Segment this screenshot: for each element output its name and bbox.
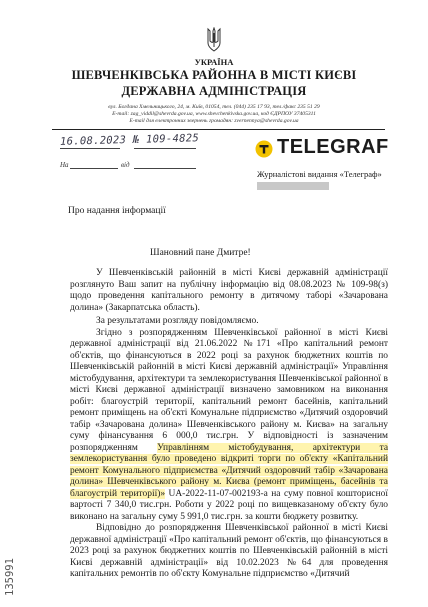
registration-number-line [134,140,196,149]
paragraph-3 [70,328,388,524]
recipient-block [257,169,382,180]
letter-subject: Про надання інформації [68,206,166,216]
letter-body [70,268,388,581]
from-label: від [121,161,130,169]
org-name-line2: ДЕРЖАВНА АДМІНІСТРАЦІЯ [121,84,307,98]
telegraf-logo-icon [255,140,273,158]
registration-number-handwritten: 16.08.2023 № 109-4825 [59,132,200,148]
header-divider [52,129,385,130]
paragraph-2: За результатами розгляду повідомляємо. [96,316,259,326]
address-line2: E-mail: zag_viddil@shevrda.gov.ua, www.shevchenkivska.gov.ua, код ЄДРПОУ 37405311 [112,111,316,117]
from-line [134,160,196,169]
paragraph-3-text: Згідно з розпорядженням Шевченківської районної в місті Києві державної адміністрації від 21.06.2022 №171 «Про капітальний ремонт об'єктів, що фінансуються в 2022 році за рахунок бюджетних коштів по Шевченківській районній в місті Києві державній адміністрації» Управління містобудування, архітектури та землекористування Шевченківської районної в місті Києві державної адміністрації визначено замовником на виконання робіт: благоустрій території, капітальний ремонт басейнів, капітальний ремонт приміщень на об'єкті Комунальне підприємство «Дитячий оздоровчий табір «Зачарована долина» Шевченківського району м. Києва» на загальну суму фінансування 6 000,0 тис.грн. У відповідності із зазначеним розпорядженням [70,327,388,453]
redacted-recipient-name [257,182,329,190]
country-heading: УКРАЇНА [194,57,234,67]
coat-of-arms-icon [206,27,222,53]
paragraph-1: У Шевченківській районній в місті Києві державній адміністрації розглянуто Ваш запит на публічну інформацію від 08.08.2023 № 109-98(з) щодо проведення капітального ремонту в дитячому таборі «Зачарована долина» (Закарпатська область). [70,268,388,313]
side-stamp-number: 135991 [4,558,16,596]
highlighted-tender-text: Управлінням містобудування, архітектури та землекористування було проведено відкриті торги по об'єкту «Капітальний ремонт Комунального підприємства «Дитячий оздоровчий табір «Зачарована долина» Шевченківського району м. Києва (ремонт приміщень, басейнів та благоустрій території)» [70,442,389,499]
salutation: Шановний пане Дмитре! [150,248,251,258]
address-line3: E-mail для електронних звернень громадян: zvernennya@shevrda.gov.ua [129,118,299,124]
registration-date-line [60,140,120,149]
recipient-line: Журналістові видання «Телеграф» [257,169,382,179]
org-name-line1: ШЕВЧЕНКІВСЬКА РАЙОННА В МІСТІ КИЄВІ [71,68,357,82]
telegraf-logo-text: TELEGRAF [277,136,389,158]
on-line [70,160,118,169]
paragraph-4: Відповідно до розпорядження Шевченківської районної в місті Києві державної адміністрації «Про капітальний ремонт об'єктів, що фінансуються в 2023 році за рахунок бюджетних коштів по Шевченківській районній в місті Києві державній адміністрації» від 10.02.2023 №64 для проведення капітальних ремонтів по об'єкту Комунальне підприємство «Дитячий [70,523,388,579]
paragraph-3-tail: UA-2022-11-07-002193-a на суму повної кошторисної вартості 7 340,0 тис.грн. Роботи у 2022 році по вищевказаному об'єкту було виконано на загальну суму 5 991,0 тис.грн. за кошти бюджету розвитку. [70,488,388,522]
on-label: На [60,161,69,169]
address-line1: вул. Богдана Хмельницького, 24, м. Київ, 01054, тел. (044) 235 17 93, тел./факс 235 51 29 [108,104,320,110]
